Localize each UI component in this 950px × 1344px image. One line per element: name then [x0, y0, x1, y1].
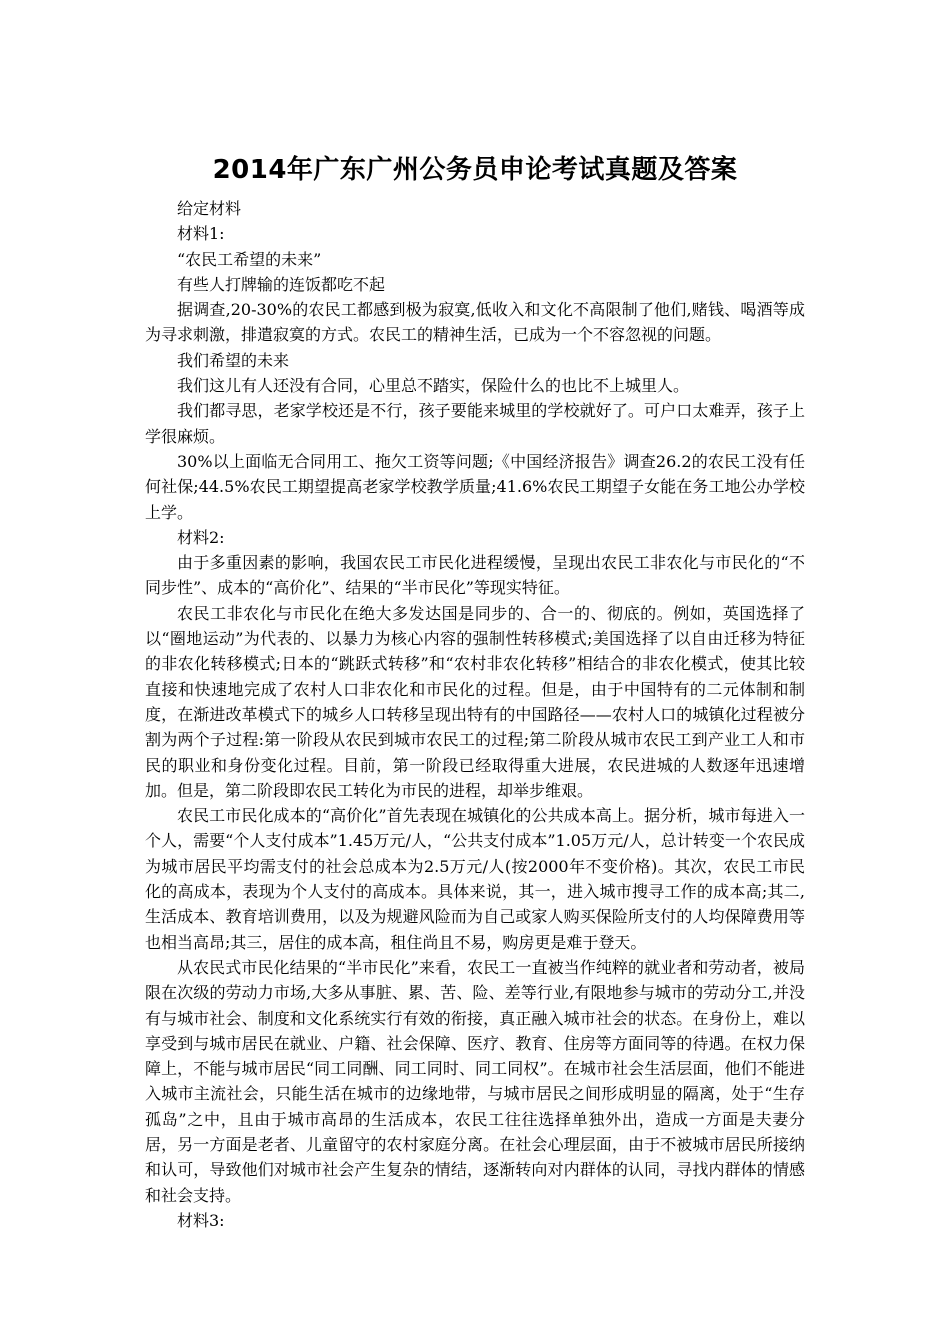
material-1-paragraph-statistics: 30%以上面临无合同用工、拖欠工资等问题;《中国经济报告》调查26.2的农民工没有任何社保;44.5%农民工期望提高老家学校教学质量;41.6%农民工期望子女能在务工地公办学校上学。	[145, 451, 805, 522]
material-2-label: 材料2:	[177, 527, 225, 547]
document-body	[145, 196, 805, 1233]
section-heading-given-materials: 给定材料	[177, 199, 242, 218]
material-1-heading-future: 我们希望的未来	[177, 350, 290, 370]
material-1-paragraph-survey: 据调查,20-30%的农民工都感到极为寂寞,低收入和文化不高限制了他们,赌钱、喝酒等成为寻求刺激，排遣寂寞的方式。农民工的精神生活，已成为一个不容忽视的问题。	[145, 300, 805, 345]
material-1-paragraph-school: 我们都寻思，老家学校还是不行，孩子要能来城里的学校就好了。可户口太难弄，孩子上学很麻烦。	[145, 401, 805, 446]
document-title: 2014年广东广州公务员申论考试真题及答案	[212, 155, 738, 185]
material-1-paragraph-contract: 我们这儿有人还没有合同，心里总不踏实，保险什么的也比不上城里人。	[177, 376, 690, 396]
material-2-paragraph-intro: 由于多重因素的影响，我国农民工市民化进程缓慢，呈现出农民工非农化与市民化的“不同步性”、成本的“高价化”、结果的“半市民化”等现实特征。	[145, 553, 805, 598]
material-1-heading-gambling: 有些人打牌输的连饭都吃不起	[177, 274, 386, 294]
material-2-paragraph-cost: 农民工市民化成本的“高价化”首先表现在城镇化的公共成本高上。据分析，城市每进入一个人，需要“个人支付成本”1.45万元/人，“公共支付成本”1.05万元/人，总计转变一个农民成为城市居民平均需支付的社会总成本为2.5万元/人(按2000年不变价格)。其次，农民工市民化的高成本，表现为个人支付的高成本。具体来说，其一，进入城市搜寻工作的成本高;其二,生活成本、教育培训费用，以及为规避风险而为自己或家人购买保险所支付的人均保障费用等也相当高昂;其三，居住的成本高，租住尚且不易，购房更是难于登天。	[145, 806, 805, 952]
material-3-label: 材料3:	[177, 1210, 225, 1230]
material-2-paragraph-synchrony: 农民工非农化与市民化在绝大多发达国是同步的、合一的、彻底的。例如，英国选择了以“圈地运动”为代表的、以暴力为核心内容的强制性转移模式;美国选择了以自由迁移为特征的非农化转移模式;日本的“跳跃式转移”和“农村非农化转移”相结合的非农化模式，使其比较直接和快速地完成了农村人口非农化和市民化的过程。但是，由于中国特有的二元体制和制度，在渐进改革模式下的城乡人口转移呈现出特有的中国路径——农村人口的城镇化过程被分割为两个子过程:第一阶段从农民到城市农民工的过程;第二阶段从城市农民工到产业工人和市民的职业和身份变化过程。目前，第一阶段已经取得重大进展，农民进城的人数逐年迅速增加。但是，第二阶段即农民工转化为市民的进程，却举步维艰。	[145, 603, 805, 800]
material-1-subtitle: “农民工希望的未来”	[177, 249, 322, 269]
material-1-label: 材料1:	[177, 224, 225, 244]
material-2-paragraph-semi-urbanization: 从农民式市民化结果的“半市民化”来看，农民工一直被当作纯粹的就业者和劳动者，被局限在次级的劳动力市场,大多从事脏、累、苦、险、差等行业,有限地参与城市的劳动分工,并没有与城市社会、制度和文化系统实行有效的衔接，真正融入城市社会的状态。在身份上，难以享受到与城市居民在就业、户籍、社会保障、医疗、教育、住房等方面同等的待遇。在权力保障上，不能与城市居民“同工同酬、同工同时、同工同权”。在城市社会生活层面，他们不能进入城市主流社会，只能生活在城市的边缘地带，与城市居民之间形成明显的隔离，处于“生存孤岛”之中，且由于城市高昂的生活成本，农民工往往选择单独外出，造成一方面是夫妻分居，另一方面是老者、儿童留守的农村家庭分离。在社会心理层面，由于不被城市居民所接纳和认可，导致他们对城市社会产生复杂的情结，逐渐转向对内群体的认同，寻找内群体的情感和社会支持。	[145, 957, 805, 1205]
